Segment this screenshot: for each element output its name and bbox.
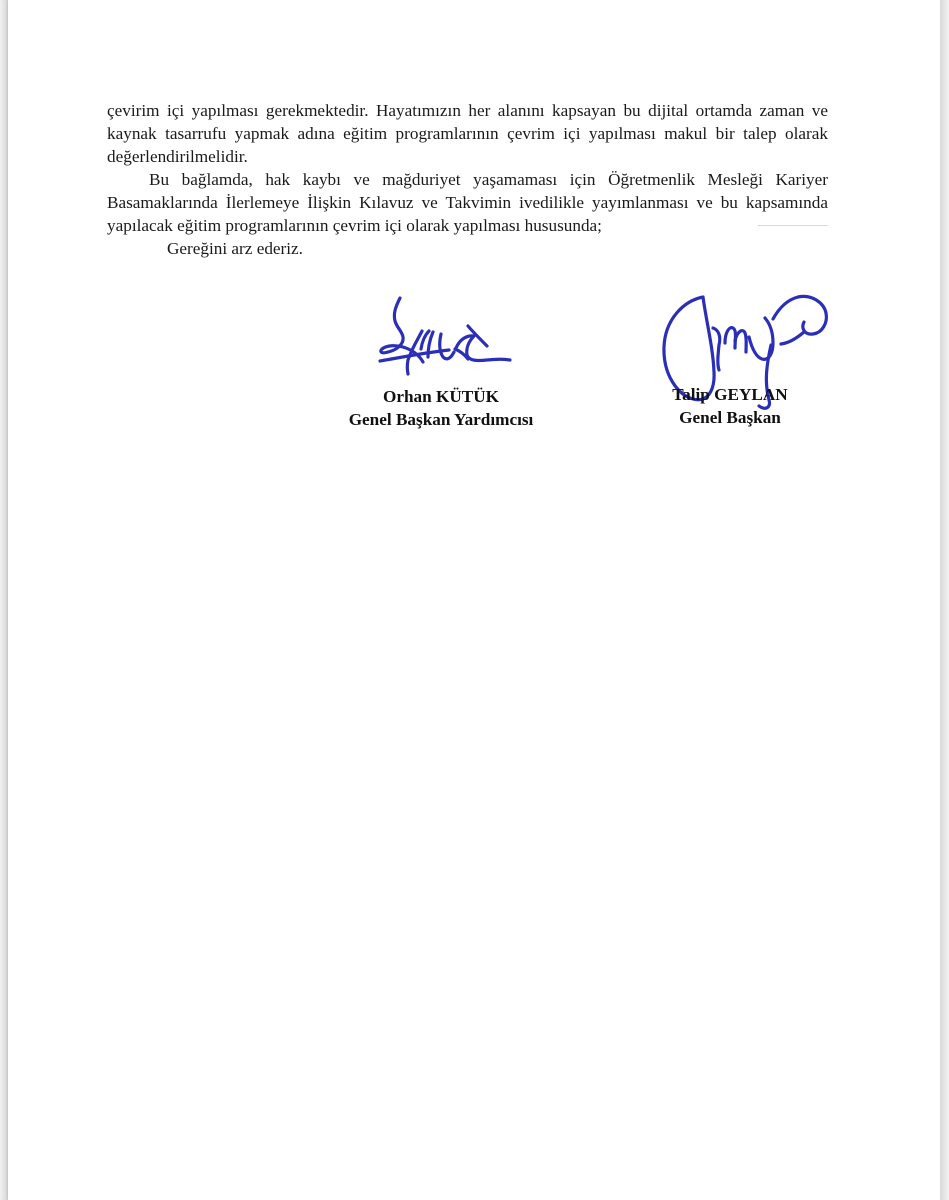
signatory-president [600,383,860,429]
signature-orhan-kutuk [372,288,522,388]
page-edge-right [940,0,949,1200]
paragraph-closing: Gereğini arz ederiz. [167,239,303,258]
signatory-name: Orhan KÜTÜK [382,387,500,406]
signatory-deputy-president [316,385,566,431]
page-edge-left [0,0,8,1200]
paragraph-intro: çevirim içi yapılması gerekmektedir. Hayatımızın her alanını kapsayan bu dijital ortamda zaman ve kaynak tasarrufu yapmak adına eğitim programlarının çevrim içi yapılması makul bir talep olarak değerlendirilmelidir. [107,101,828,166]
signatory-title: Genel Başkan [679,408,781,427]
paragraph-request: Bu bağlamda, hak kaybı ve mağduriyet yaşamaması için Öğretmenlik Mesleği Kariyer Basamaklarında İlerlemeye İlişkin Kılavuz ve Takvimin ivedilikle yayımlanması ve bu kapsamında yapılacak eğitim programlarının çevrim içi olarak yapılması hususunda; [107,170,828,235]
signatory-title: Genel Başkan Yardımcısı [348,410,534,429]
signatory-name: Talip GEYLAN [672,385,788,404]
faint-scan-mark [758,225,828,226]
document-body [107,99,828,260]
